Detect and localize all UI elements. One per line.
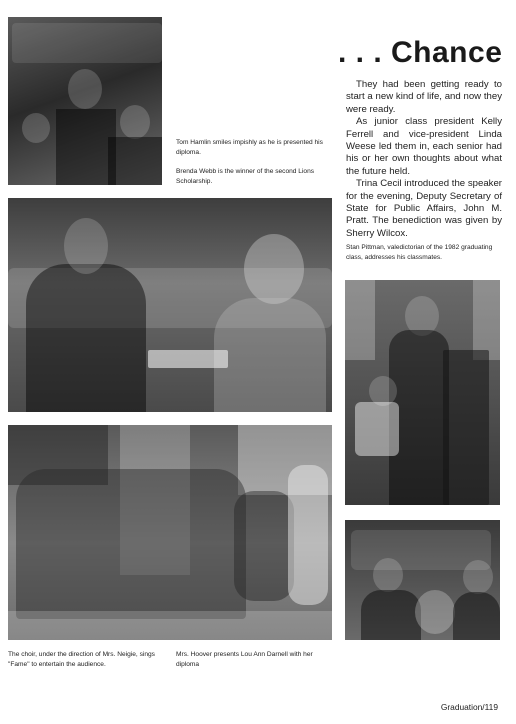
page-heading: . . . Chance: [338, 36, 503, 69]
body-paragraph: They had been getting ready to start a new kind of life, and now they were ready.: [346, 79, 502, 115]
page-folio: Graduation/119: [440, 702, 498, 712]
body-text: [346, 79, 502, 240]
caption-brenda-webb: Brenda Webb is the winner of the second Lions Scholarship.: [176, 168, 315, 185]
body-paragraph: Trina Cecil introduced the speaker for the evening, Deputy Secretary of State for Public Affairs, John M. Pratt. The benediction was given by Sherry Wilcox.: [346, 178, 502, 239]
photo-diploma-presentation: [8, 198, 332, 412]
photo-choir: [8, 425, 332, 640]
photo-mrs-hoover: [345, 520, 500, 640]
caption-stan-pittman: Stan Pittman, valedictorian of the 1982 graduating class, addresses his classmates.: [346, 244, 493, 261]
body-paragraph: As junior class president Kelly Ferrell and vice-president Linda Weese led them in, each senior had his or her own thoughts about what the future held.: [346, 116, 502, 177]
caption-choir: The choir, under the direction of Mrs. Neigie, sings "Fame" to entertain the audience.: [8, 651, 155, 668]
caption-mrs-hoover: Mrs. Hoover presents Lou Ann Darnell with her diploma: [176, 651, 313, 668]
caption-tom-hamlin: Tom Hamlin smiles impishly as he is presented his diploma.: [176, 139, 323, 156]
photo-tom-hamlin: [8, 17, 162, 185]
photo-stan-pittman: [345, 280, 500, 505]
